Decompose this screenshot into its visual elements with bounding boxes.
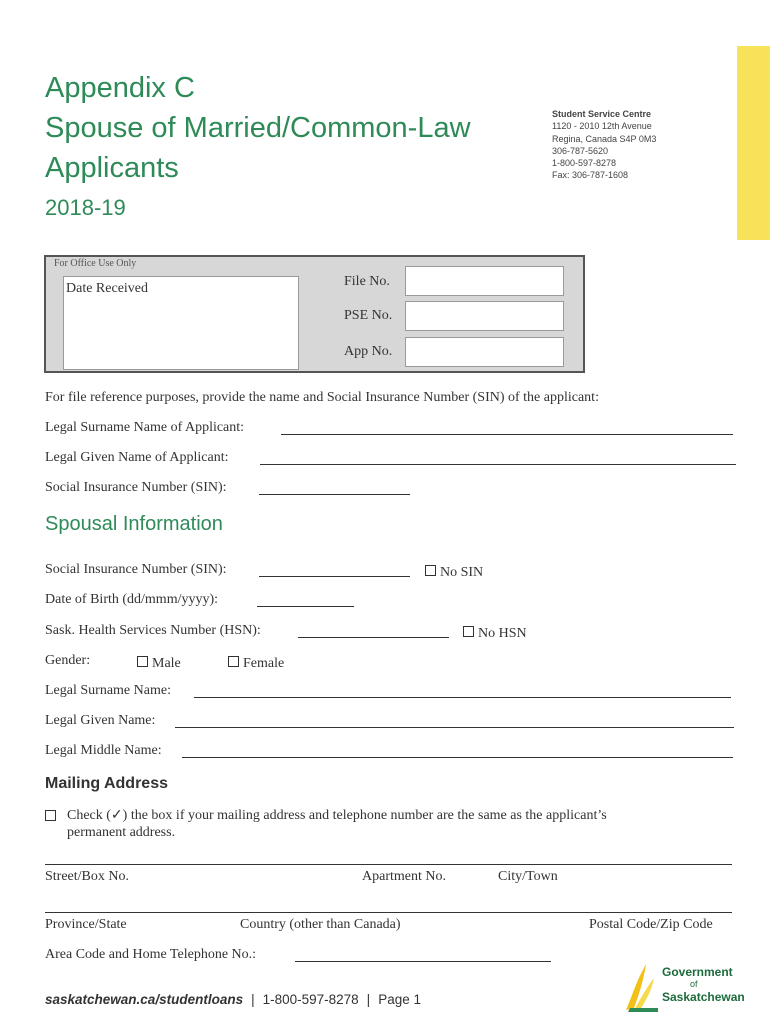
no-hsn-label: No HSN <box>478 626 527 641</box>
app-no-label: App No. <box>344 344 393 359</box>
home-phone-label: Area Code and Home Telephone No.: <box>45 947 257 962</box>
spouse-dob-field[interactable] <box>257 606 354 607</box>
office-use-label: For Office Use Only <box>54 258 137 269</box>
date-received-label: Date Received <box>66 281 149 296</box>
home-phone-field[interactable] <box>295 961 551 962</box>
service-centre-title: Student Service Centre <box>552 109 652 119</box>
service-centre-fax: Fax: 306-787-1608 <box>552 170 629 181</box>
footer-website[interactable]: saskatchewan.ca/studentloans <box>45 992 244 1007</box>
same-address-text-line1: Check (✓) the box if your mailing address and telephone number are the same as the applicant’s <box>67 808 607 823</box>
footer-page: Page 1 <box>378 992 421 1007</box>
logo-saskatchewan: Saskatchewan <box>662 990 745 1004</box>
postal-label: Postal Code/Zip Code <box>589 917 713 932</box>
applicant-intro: For file reference purposes, provide the name and Social Insurance Number (SIN) of the applicant: <box>45 390 599 405</box>
applicant-sin-label: Social Insurance Number (SIN): <box>45 480 227 495</box>
pse-no-field[interactable] <box>405 301 564 331</box>
male-label: Male <box>152 656 181 671</box>
footer-divider-2: | <box>366 992 371 1007</box>
service-centre-address1: 1120 - 2010 12th Avenue <box>552 121 652 132</box>
logo-government: Government <box>662 965 733 979</box>
province-label: Province/State <box>45 917 127 932</box>
no-hsn-checkbox-row[interactable] <box>463 624 527 642</box>
street-label: Street/Box No. <box>45 869 129 884</box>
service-centre-phone2: 1-800-597-8278 <box>552 158 617 169</box>
same-address-checkbox[interactable] <box>45 810 56 821</box>
country-label: Country (other than Canada) <box>240 917 401 932</box>
footer-phone: 1-800-597-8278 <box>262 992 359 1007</box>
title-applicants: Applicants <box>45 152 179 184</box>
service-centre-contact <box>552 108 656 182</box>
date-received-box[interactable] <box>63 276 299 370</box>
apartment-label: Apartment No. <box>362 869 446 884</box>
office-use-box <box>44 255 585 373</box>
title-appendix: Appendix C <box>45 72 195 104</box>
spouse-surname-label: Legal Surname Name: <box>45 683 171 698</box>
footer <box>45 992 421 1007</box>
applicant-given-label: Legal Given Name of Applicant: <box>45 450 229 465</box>
same-address-text-line2: permanent address. <box>67 825 176 840</box>
female-option[interactable] <box>228 654 284 672</box>
applicant-surname-label: Legal Surname Name of Applicant: <box>45 420 245 435</box>
male-option[interactable] <box>137 654 181 672</box>
applicant-surname-field[interactable] <box>281 434 733 435</box>
logo-of: of <box>690 979 698 989</box>
service-centre-address2: Regina, Canada S4P 0M3 <box>552 133 657 144</box>
file-no-label: File No. <box>344 274 390 289</box>
spouse-middle-field[interactable] <box>182 757 733 758</box>
no-hsn-checkbox[interactable] <box>463 626 474 637</box>
no-sin-label: No SIN <box>440 565 484 580</box>
male-checkbox[interactable] <box>137 656 148 667</box>
city-label: City/Town <box>498 869 558 884</box>
app-no-field[interactable] <box>405 337 564 367</box>
applicant-sin-field[interactable] <box>259 494 410 495</box>
female-label: Female <box>243 656 285 671</box>
female-checkbox[interactable] <box>228 656 239 667</box>
street-address-field[interactable] <box>45 864 732 865</box>
mailing-address-heading: Mailing Address <box>45 775 168 792</box>
form-year: 2018-19 <box>45 195 126 220</box>
yellow-side-tab <box>737 46 770 240</box>
same-address-checkbox-row[interactable] <box>45 808 56 826</box>
spouse-surname-field[interactable] <box>194 697 731 698</box>
pse-no-label: PSE No. <box>344 308 393 323</box>
spousal-info-heading: Spousal Information <box>45 513 223 535</box>
spouse-given-field[interactable] <box>175 727 734 728</box>
gender-label: Gender: <box>45 653 91 668</box>
spouse-sin-label: Social Insurance Number (SIN): <box>45 562 227 577</box>
spouse-hsn-field[interactable] <box>298 637 449 638</box>
title-spouse: Spouse of Married/Common-Law <box>45 112 471 144</box>
no-sin-checkbox[interactable] <box>425 565 436 576</box>
province-address-field[interactable] <box>45 912 732 913</box>
file-no-field[interactable] <box>405 266 564 296</box>
service-centre-phone1: 306-787-5620 <box>552 145 609 156</box>
applicant-given-field[interactable] <box>260 464 736 465</box>
spouse-middle-label: Legal Middle Name: <box>45 743 162 758</box>
spouse-sin-field[interactable] <box>259 576 410 577</box>
footer-divider: | <box>251 992 255 1007</box>
spouse-hsn-label: Sask. Health Services Number (HSN): <box>45 623 261 638</box>
spouse-given-label: Legal Given Name: <box>45 713 156 728</box>
spouse-dob-label: Date of Birth (dd/mmm/yyyy): <box>45 592 219 607</box>
no-sin-checkbox-row[interactable] <box>425 563 483 581</box>
